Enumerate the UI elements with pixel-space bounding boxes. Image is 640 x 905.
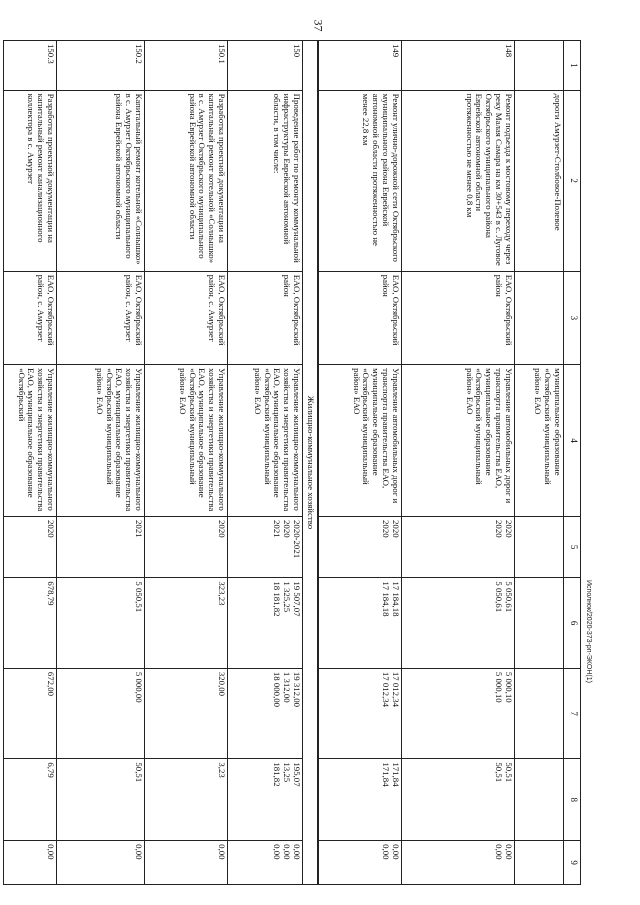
section-title: Жилищно-коммунальное хозяйство (303, 41, 318, 885)
cell-c3: ЕАО, Октябрьский район, с. Амурзет (57, 271, 145, 364)
cell-value: 2020 (217, 520, 228, 538)
cell-value: 181,82 (272, 762, 283, 787)
column-header: 3 (564, 271, 581, 364)
cell-c4: Управление жилищно-коммунального хозяйства и энергетики правительства ЕАО, муниципальное образование «Октябрьский (4, 365, 57, 517)
table-row (4, 41, 57, 885)
cell-value: 0,00 (504, 844, 514, 860)
cell-c9 (402, 841, 515, 885)
cell-value: 2020 (282, 520, 293, 538)
cell-c6 (228, 578, 303, 669)
cell-value: 17 012,34 (381, 671, 392, 708)
cell-c3: ЕАО, Октябрьский район (402, 271, 515, 364)
cell-c9 (318, 841, 402, 885)
cell-c7 (515, 668, 564, 759)
cell-c2: Разработка проектной документации на капитальный ремонт котельной «Солнышко» в с. Амурзет Октябрьского муниципального района Еврейской автономной области (145, 90, 228, 271)
cell-value: 13,25 (282, 762, 293, 783)
cell-c8 (228, 759, 303, 841)
cell-value: 19 312,00 (292, 671, 303, 708)
cell-c6 (4, 578, 57, 669)
cell-c2: Капитальный ремонт котельной «Солнышко» в с. Амурзет Октябрьского муниципального района Еврейской автономной области (57, 90, 145, 271)
cell-c5 (318, 517, 402, 578)
cell-c4: Управление жилищно-коммунального хозяйства и энергетики правительства ЕАО, муниципальное образование «Октябрьский муниципальный район» ЕАО (57, 365, 145, 517)
cell-c1: 148 (402, 41, 515, 91)
column-header: 8 (564, 759, 581, 841)
cell-value: 19 507,07 (292, 581, 303, 617)
cell-c4: Управление автомобильных дорог и транспорта правительства ЕАО, муниципальное образование «Октябрьский муниципальный район» ЕАО (402, 365, 515, 517)
cell-c7 (402, 668, 515, 759)
cell-c7 (228, 668, 303, 759)
cell-value: 50,51 (504, 762, 514, 783)
cell-c7 (318, 668, 402, 759)
cell-value: 0,00 (292, 844, 303, 860)
cell-c5 (57, 517, 145, 578)
budget-table (3, 40, 581, 885)
cell-value: 0,00 (46, 844, 57, 860)
cell-c5 (4, 517, 57, 578)
cell-c3: ЕАО, Октябрьский район (228, 271, 303, 364)
table-row (145, 41, 228, 885)
cell-c2: Ремонт подъезда к мостовому переходу через реку Малая Самара на км 30+543 в с. Луговое Октябрьского муниципального района Еврейской автономной области протяженностью не менее 0,8 км (402, 90, 515, 271)
cell-value: 323,23 (217, 581, 228, 606)
cell-c7 (145, 668, 228, 759)
section-row (303, 41, 318, 885)
table-container (16, 40, 581, 885)
cell-value: 6,79 (46, 762, 57, 778)
cell-c8 (57, 759, 145, 841)
column-header: 2 (564, 90, 581, 271)
cell-value: 17 184,18 (391, 581, 401, 617)
cell-value: 1 312,00 (282, 671, 293, 703)
cell-c9 (228, 841, 303, 885)
cell-c7 (4, 668, 57, 759)
cell-c2: Ремонт улично-дорожной сети Октябрьского муниципального района Еврейской автономной области протяженностью не менее 22,8 км (318, 90, 402, 271)
cell-value: 5 000,10 (494, 671, 505, 703)
cell-value: 672,00 (46, 671, 57, 697)
cell-value: 5 000,00 (134, 671, 145, 703)
cell-value: 0,00 (217, 844, 228, 860)
cell-value: 171,84 (381, 762, 392, 787)
cell-c8 (515, 759, 564, 841)
cell-c8 (4, 759, 57, 841)
cell-c1: 150.1 (145, 41, 228, 91)
table-row (57, 41, 145, 885)
cell-value: 18 181,82 (272, 581, 283, 617)
cell-c5 (402, 517, 515, 578)
cell-c1: 150.2 (57, 41, 145, 91)
column-header: 4 (564, 365, 581, 517)
cell-value: 2020 (391, 520, 401, 538)
cell-value: 50,51 (494, 762, 505, 783)
cell-c7 (57, 668, 145, 759)
cell-c3 (515, 271, 564, 364)
cell-c6 (515, 578, 564, 669)
cell-c8 (402, 759, 515, 841)
column-header: 6 (564, 578, 581, 669)
cell-c1: 150.3 (4, 41, 57, 91)
cell-value: 5 050,51 (134, 581, 145, 613)
cell-c1: 149 (318, 41, 402, 91)
cell-c6 (402, 578, 515, 669)
cell-c5 (515, 517, 564, 578)
cell-c9 (4, 841, 57, 885)
cell-value: 2020 (381, 520, 392, 538)
cell-c8 (145, 759, 228, 841)
table-row (228, 41, 303, 885)
cell-c4: Управление жилищно-коммунального хозяйства и энергетики правительства ЕАО, муниципальное образование «Октябрьский муниципальный район» ЕАО (228, 365, 303, 517)
cell-value: 0,00 (282, 844, 293, 860)
cell-value: 195,07 (292, 762, 303, 787)
cell-value: 2021 (272, 520, 283, 538)
cell-c4: муниципальное образование «Октябрьский муниципальный район» ЕАО (515, 365, 564, 517)
cell-value: 678,79 (46, 581, 57, 606)
cell-value: 2020-2021 (292, 520, 303, 559)
page-number: 37 (311, 19, 326, 32)
cell-c9 (57, 841, 145, 885)
cell-c5 (228, 517, 303, 578)
cell-value: 18 000,00 (272, 671, 283, 708)
cell-c1: 150 (228, 41, 303, 91)
column-header: 1 (564, 41, 581, 91)
cell-c9 (515, 841, 564, 885)
cell-value: 0,00 (134, 844, 145, 860)
cell-c4: Управление жилищно-коммунального хозяйства и энергетики правительства ЕАО, муниципальное образование «Октябрьский муниципальный район» ЕАО (145, 365, 228, 517)
cell-c1 (515, 41, 564, 91)
column-header: 5 (564, 517, 581, 578)
cell-value: 0,00 (272, 844, 283, 860)
cell-value: 50,51 (134, 762, 145, 783)
table-row (515, 41, 564, 885)
cell-c4: Управление автомобильных дорог и транспорта правительства ЕАО, муниципальное образование «Октябрьский муниципальный район» ЕАО (318, 365, 402, 517)
cell-value: 5 000,10 (504, 671, 514, 703)
cell-value: 3,23 (217, 762, 228, 778)
cell-c2: дороги Амурзет-Столбовое-Полевое (515, 90, 564, 271)
rotated-page (16, 40, 581, 885)
cell-value: 17 012,34 (391, 671, 401, 708)
cell-c3: ЕАО, Октябрьский район, с. Амурзет (4, 271, 57, 364)
cell-value: 0,00 (381, 844, 392, 860)
cell-value: 17 184,18 (381, 581, 392, 617)
cell-c5 (145, 517, 228, 578)
column-header: 9 (564, 841, 581, 885)
cell-c3: ЕАО, Октябрьский район (318, 271, 402, 364)
cell-value: 2020 (504, 520, 514, 538)
cell-c6 (57, 578, 145, 669)
column-header: 7 (564, 668, 581, 759)
cell-value: 2020 (494, 520, 505, 538)
cell-c2: Разработка проектной документации на капитальный ремонт канализационного коллектора в с. Амурзет (4, 90, 57, 271)
cell-c8 (318, 759, 402, 841)
cell-value: 5 050,61 (494, 581, 505, 613)
cell-c2: Проведение работ по ремонту коммунальной инфраструктуры Еврейской автономной области, в том числе: (228, 90, 303, 271)
cell-value: 171,84 (391, 762, 401, 787)
cell-value: 320,00 (217, 671, 228, 697)
cell-c9 (145, 841, 228, 885)
document-footnote: Исполнок/2020-373-рп-ЭКОН(1) (585, 580, 592, 683)
table-row (318, 41, 402, 885)
cell-value: 5 050,61 (504, 581, 514, 613)
cell-value: 2020 (46, 520, 57, 538)
table-row (402, 41, 515, 885)
cell-c6 (145, 578, 228, 669)
header-row (564, 41, 581, 885)
cell-c6 (318, 578, 402, 669)
cell-value: 0,00 (391, 844, 401, 860)
cell-value: 0,00 (494, 844, 505, 860)
cell-value: 1 325,25 (282, 581, 293, 613)
cell-value: 2021 (134, 520, 145, 538)
cell-c3: ЕАО, Октябрьский район, с. Амурзет (145, 271, 228, 364)
